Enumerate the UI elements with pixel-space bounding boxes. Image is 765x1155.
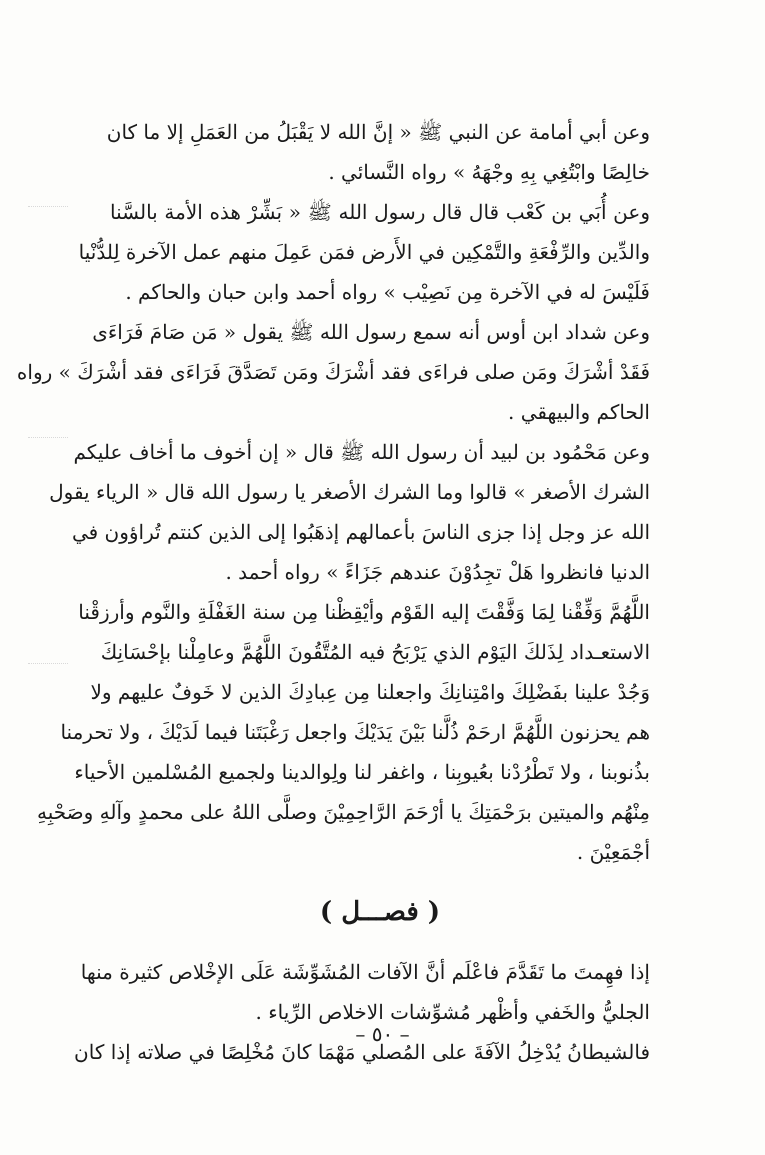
text-line: الدنيا فانظروا هَلْ تجِدُوْنَ عندهم جَزَاءً » رواه أحمد . bbox=[225, 560, 650, 584]
page-number: – ٥٠ – bbox=[355, 1022, 410, 1046]
margin-mark bbox=[28, 663, 68, 665]
paragraph-abu-umama bbox=[106, 112, 650, 192]
text-line: الجليُّ والخَفي وأظْهر مُشوِّشات الاخلاص الرِّياء . bbox=[255, 1000, 650, 1024]
paragraph-mahmud bbox=[49, 432, 650, 592]
text-line: والدِّين والرِّفْعَةِ والتَّمْكِين في الأَرض فمَن عَمِلَ منهم عمل الآخرة لِلدُّنْيا bbox=[78, 240, 650, 264]
text-line: فالشيطانُ يُدْخِلُ الآفَةَ على المُصلي مَهْمَا كانَ مُخْلِصًا في صلاته إذا كان bbox=[74, 1040, 650, 1064]
text-line: الحاكم والبيهقي . bbox=[508, 400, 650, 424]
text-line: وعن أبي أمامة عن النبي ﷺ « إنَّ الله لا يَقْبَلُ من العَمَلِ إلا ما كان bbox=[106, 120, 650, 144]
paragraph-shaddad bbox=[16, 312, 650, 432]
text-line: اللَّهُمَّ وَفِّقْنا لِمَا وَفَّقْتَ إليه القَوْم وأيْقِظْنا مِن سنة الغَفْلَةِ والنَّوم وأرزقْنا bbox=[78, 600, 650, 624]
text-line: الاستعـداد لِذَلكَ اليَوْم الذي يَرْبَحُ فيه المُتَّقُونَ اللَّهُمَّ وعامِلْنا بإحْسَانِكَ bbox=[100, 640, 650, 664]
margin-mark bbox=[28, 437, 68, 439]
paragraph-dua bbox=[37, 592, 650, 872]
text-line: فَقَدْ أشْرَكَ ومَن صلى فراءَى فقد أشْرَكَ ومَن تَصَدَّقَ فَرَاءَى فقد أشْرَكَ » رواه bbox=[16, 360, 650, 384]
text-line: هم يحزنون اللَّهُمَّ ارحَمْ ذُلَّنا بَيْنَ يَدَيْكَ واجعل رَغْبَتَنا فيما لَدَيْكَ ، ولا تحرمنا bbox=[60, 720, 650, 744]
margin-mark bbox=[28, 206, 68, 208]
section-heading: ( فصـــل ) bbox=[319, 897, 441, 927]
text-line: بذُنوبنا ، ولا تَطْرُدْنا بعُيوبِنا ، واغفر لنا ولِوالدينا ولجميع المُسْلمين الأحياء bbox=[74, 760, 650, 784]
text-line: وَجُدْ علينا بفَضْلِكَ وامْتِنانِكَ واجعلنا مِن عِبادِكَ الذين لا خَوفٌ عليهم ولا bbox=[90, 680, 650, 704]
text-line: مِنْهُم والميتين برَحْمَتِكَ يا أرْحَمَ الرَّاحِمِيْنَ وصلَّى اللهُ على محمدٍ وآلهِ وصَحْبِهِ bbox=[37, 800, 650, 824]
text-line: وعن أُبَي بن كَعْب قال قال رسول الله ﷺ « بَشِّرْ هذه الأمة بالسَّنا bbox=[110, 200, 650, 224]
text-line: خالِصًا وابْتُغِي بِهِ وجْهَهُ » رواه النَّسائي . bbox=[328, 160, 650, 184]
text-line: الله عز وجل إذا جزى الناسَ بأعمالهم إذهَبُوا إلى الذين كنتم تُراؤون في bbox=[71, 520, 650, 544]
paragraph-afat bbox=[80, 952, 650, 1032]
text-line: وعن مَحْمُود بن لبيد أن رسول الله ﷺ قال « إن أخوف ما أخاف عليكم bbox=[73, 440, 650, 464]
text-line: وعن شداد ابن أوس أنه سمع رسول الله ﷺ يقول « مَن صَامَ فَرَاءَى bbox=[92, 320, 650, 344]
paragraph-ubayy bbox=[78, 192, 650, 312]
text-line: الشرك الأصغر » قالوا وما الشرك الأصغر يا رسول الله قال « الرياء يقول bbox=[49, 480, 650, 504]
text-line: إذا فهِمتَ ما تَقَدَّمَ فاعْلَم أنَّ الآفات المُشَوِّشَة عَلَى الإخْلاص كثيرة منها bbox=[80, 960, 650, 984]
text-line: فَلَيْسَ له في الآخرة مِن نَصِيْب » رواه أحمد وابن حبان والحاكم . bbox=[125, 280, 650, 304]
text-line: أجْمَعِيْنَ . bbox=[576, 840, 650, 864]
page-body bbox=[16, 112, 650, 1072]
